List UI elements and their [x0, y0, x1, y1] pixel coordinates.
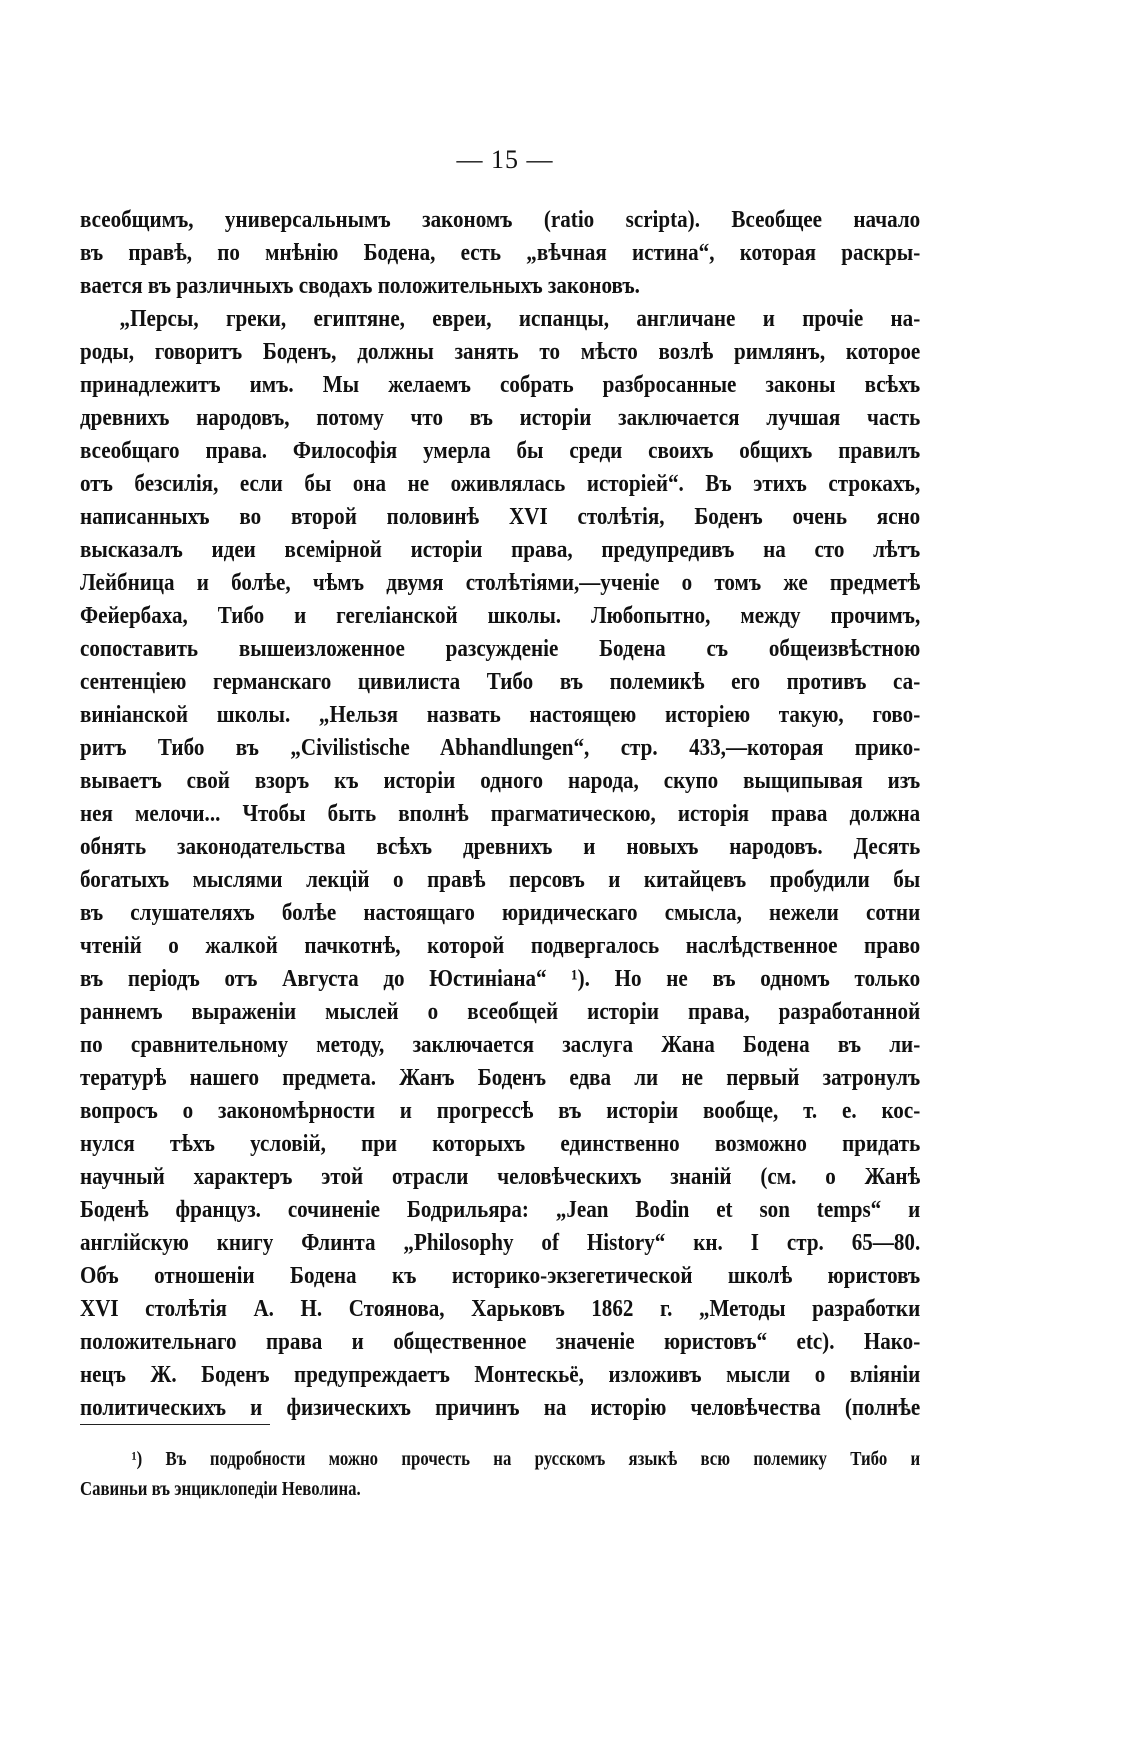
text-line: принадлежитъ имъ. Мы желаемъ собрать разбросанные законы всѣхъ — [80, 371, 921, 398]
text-line: положительнаго права и общественное значеніе юристовъ“ etc). Нако- — [80, 1328, 921, 1355]
text-line: отъ безсилія, если бы она не оживлялась исторіей“. Въ этихъ строкахъ, — [80, 470, 921, 497]
footnote — [80, 1445, 920, 1505]
text-line: въ правѣ, по мнѣнію Бодена, есть „вѣчная истина“, которая раскры- — [80, 239, 921, 266]
text-line: тературѣ нашего предмета. Жанъ Боденъ едва ли не первый затронулъ — [80, 1064, 921, 1091]
text-line: высказалъ идеи всемірной исторіи права, предупредивъ на сто лѣтъ — [80, 536, 921, 563]
text-line: роды, говоритъ Боденъ, должны занять то мѣсто возлѣ римлянъ, которое — [80, 338, 921, 365]
text-line: политическихъ и физическихъ причинъ на исторію человѣчества (полнѣе — [80, 1394, 921, 1421]
text-line: Объ отношеніи Бодена къ историко-экзегетической школѣ юристовъ — [80, 1262, 921, 1289]
text-line: XVI столѣтія А. Н. Стоянова, Харьковъ 1862 г. „Методы разработки — [80, 1295, 921, 1322]
text-line: обнять законодательства всѣхъ древнихъ и новыхъ народовъ. Десять — [80, 833, 921, 860]
text-line: древнихъ народовъ, потому что въ исторіи заключается лучшая часть — [80, 404, 921, 431]
text-line: всеобщаго права. Философія умерла бы среди своихъ общихъ правилъ — [80, 437, 921, 464]
text-line: въ періодъ отъ Августа до Юстиніана“ ¹). Но не въ одномъ только — [80, 965, 921, 992]
text-line: научный характеръ этой отрасли человѣческихъ знаній (см. о Жанѣ — [80, 1163, 921, 1190]
text-line: написанныхъ во второй половинѣ XVI столѣтія, Боденъ очень ясно — [80, 503, 921, 530]
text-line: виніанской школы. „Нельзя назвать настоящею исторіею такую, гово- — [80, 701, 921, 728]
text-line: нецъ Ж. Боденъ предупреждаетъ Монтескьё, изложивъ мысли о вліяніи — [80, 1361, 921, 1388]
text-line: раннемъ выраженіи мыслей о всеобщей исторіи права, разработанной — [80, 998, 921, 1025]
text-line: Фейербаха, Тибо и гегеліанской школы. Любопытно, между прочимъ, — [80, 602, 921, 629]
text-line: ритъ Тибо въ „Civilistische Abhandlungen“, стр. 433,—которая прико- — [80, 734, 921, 761]
text-line: нулся тѣхъ условій, при которыхъ единственно возможно придать — [80, 1130, 921, 1157]
footnote-line: ¹) Въ подробности можно прочесть на русскомъ языкѣ всю полемику Тибо и — [131, 1449, 921, 1470]
text-line: Боденѣ француз. сочиненіе Бодрильяра: „Jean Bodin et son temps“ и — [80, 1196, 921, 1223]
text-line: „Персы, греки, египтяне, евреи, испанцы, англичане и прочіе на- — [119, 305, 921, 332]
text-line: вается въ различныхъ сводахъ положительныхъ законовъ. — [80, 272, 640, 299]
text-line: вываетъ свой взоръ къ исторіи одного народа, скупо выщипывая изъ — [80, 767, 921, 794]
text-line: сопоставить вышеизложенное разсужденіе Бодена съ общеизвѣстною — [80, 635, 921, 662]
main-text — [80, 203, 920, 1424]
text-line: Лейбница и болѣе, чѣмъ двумя столѣтіями,—ученіе о томъ же предметѣ — [80, 569, 921, 596]
text-line: англійскую книгу Флинта „Philosophy of History“ кн. I стр. 65—80. — [80, 1229, 921, 1256]
page-number: — 15 — — [456, 145, 554, 174]
text-line: сентенціею германскаго цивилиста Тибо въ полемикѣ его противъ са- — [80, 668, 921, 695]
text-line: по сравнительному методу, заключается заслуга Жана Бодена въ ли- — [80, 1031, 921, 1058]
footnote-divider — [80, 1424, 270, 1425]
text-line: вопросъ о закономѣрности и прогрессѣ въ исторіи вообще, т. е. кос- — [80, 1097, 921, 1124]
text-line: богатыхъ мыслями лекцій о правѣ персовъ и китайцевъ пробудили бы — [80, 866, 921, 893]
text-line: въ слушателяхъ болѣе настоящаго юридическаго смысла, нежели сотни — [80, 899, 921, 926]
text-line: нея мелочи... Чтобы быть вполнѣ прагматическою, исторія права должна — [80, 800, 921, 827]
footnote-line: Савиньи въ энциклопедіи Неволина. — [80, 1479, 361, 1500]
text-line: всеобщимъ, универсальнымъ закономъ (ratio scripta). Всеобщее начало — [80, 206, 921, 233]
text-line: чтеній о жалкой пачкотнѣ, которой подвергалось наслѣдственное право — [80, 932, 921, 959]
